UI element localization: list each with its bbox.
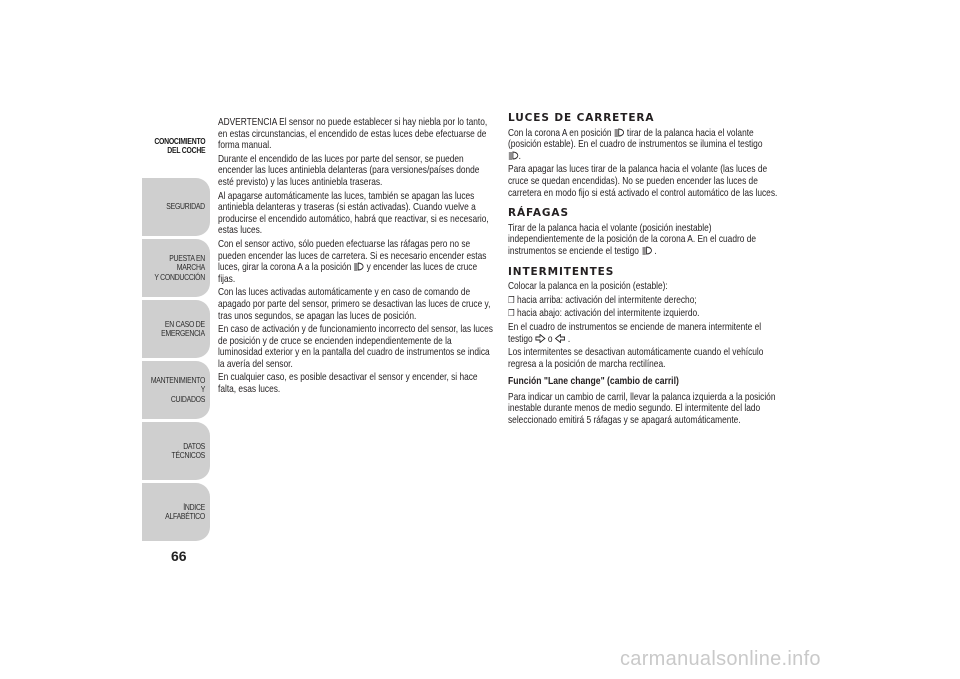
tab-label: MANTENIMIENTO Y CUIDADOS (150, 375, 205, 404)
tab-label: DATOS TÉCNICOS (171, 441, 205, 460)
heading-luces-de-carretera: LUCES DE CARRETERA (508, 112, 655, 124)
tab-label: EN CASO DE EMERGENCIA (161, 319, 205, 338)
tab-puesta-en-marcha[interactable] (142, 239, 210, 297)
list-item: ❒ hacia abajo: activación del intermitente izquierdo. (508, 308, 700, 320)
paragraph: Con la corona A en posición tirar de la palanca hacia el volante (posición estable). En el cuadro de instrumentos se ilumina el testigo . (508, 127, 763, 162)
paragraph: En el cuadro de instrumentos se enciende de manera intermitente el testigo o . (508, 321, 762, 345)
tab-indice-alfabetico[interactable] (142, 483, 210, 541)
right-column (508, 113, 783, 429)
high-beam-warning-icon (508, 151, 519, 160)
right-turn-arrow-icon (535, 334, 546, 343)
heading-lane-change: Función "Lane change" (cambio de carril) (508, 375, 679, 388)
tab-datos-tecnicos[interactable] (142, 422, 210, 480)
page-number: 66 (171, 548, 187, 564)
paragraph: En cualquier caso, es posible desactivar el sensor y encender, si hace falta, esas luces. (218, 372, 478, 396)
list-item: ❒ hacia arriba: activación del intermitente derecho; (508, 294, 697, 306)
high-beam-warning-icon (641, 246, 652, 255)
tab-conocimiento-del-coche[interactable] (142, 117, 210, 175)
paragraph: Con las luces activadas automáticamente y en caso de comando de apagado por parte del sensor, primero se desactivan las luces de cruce y, tras unos segundos, se apagan las luces de posición. (218, 287, 491, 322)
tab-en-caso-de-emergencia[interactable] (142, 300, 210, 358)
tab-label: ÍNDICE ALFABÉTICO (165, 502, 205, 521)
paragraph: ADVERTENCIA El sensor no puede establecer si hay niebla por lo tanto, en estas circunstancias, el encendido de estas luces debe efectuarse de forma manual. (218, 117, 488, 152)
paragraph: Colocar la palanca en la posición (estable): (508, 281, 668, 293)
tab-seguridad[interactable] (142, 178, 210, 236)
heading-intermitentes: INTERMITENTES (508, 265, 615, 278)
paragraph: Para indicar un cambio de carril, llevar la palanca izquierda a la posición inestable durante menos de medio segundo. El intermitente del lado seleccionado emitirá 5 ráfagas y se apagará automáticamente. (508, 391, 776, 427)
paragraph: Al apagarse automáticamente las luces, también se apagan las luces antiniebla delanteras y traseras (si están activadas). Cuando vuelve a producirse el encendido automático, habrá que reactivar, si es necesario, estas luces. (218, 190, 489, 237)
checkbox-bullet-icon: ❒ (508, 308, 515, 319)
tab-mantenimiento[interactable] (142, 361, 210, 419)
paragraph: Los intermitentes se desactivan automáticamente cuando el vehículo regresa a la posición de marcha rectilínea. (508, 347, 764, 370)
left-column (218, 117, 493, 398)
heading-rafagas: RÁFAGAS (508, 207, 569, 220)
paragraph: Tirar de la palanca hacia el volante (posición inestable) independientemente de la posición de la corona A. En el cuadro de instrumentos se enciende el testigo . (508, 222, 757, 257)
high-beam-icon (614, 128, 625, 137)
paragraph: Con el sensor activo, sólo pueden efectuarse las ráfagas pero no se pueden encender las luces de carretera. Si es necesario encender estas luces, girar la corona A a la posición y encender las luces de cruce fijas. (218, 238, 487, 285)
tab-label: SEGURIDAD (166, 202, 205, 212)
left-turn-arrow-icon (555, 334, 566, 343)
high-beam-icon (354, 262, 365, 271)
paragraph: En caso de activación y de funcionamiento incorrecto del sensor, las luces de posición y de cruce se encienden independientemente de la luminosidad exterior y en la pantalla del cuadro de instrumentos se indica la avería del sensor. (218, 324, 493, 370)
watermark: carmanualsonline.info (620, 648, 821, 670)
tab-label: CONOCIMIENTO DEL COCHE (153, 136, 205, 155)
tab-label: PUESTA EN MARCHA Y CONDUCCIÓN (154, 253, 205, 282)
checkbox-bullet-icon: ❒ (508, 294, 515, 305)
paragraph: Durante el encendido de las luces por parte del sensor, se pueden encender las luces antiniebla delanteras (para versiones/países donde esté previsto) y las luces antiniebla traseras. (218, 153, 480, 188)
paragraph: Para apagar las luces tirar de la palanca hacia el volante (las luces de cruce se quedan encendidas). No se pueden encender las luces de carretera en modo fijo si está activado el control automático de las luces. (508, 164, 778, 199)
